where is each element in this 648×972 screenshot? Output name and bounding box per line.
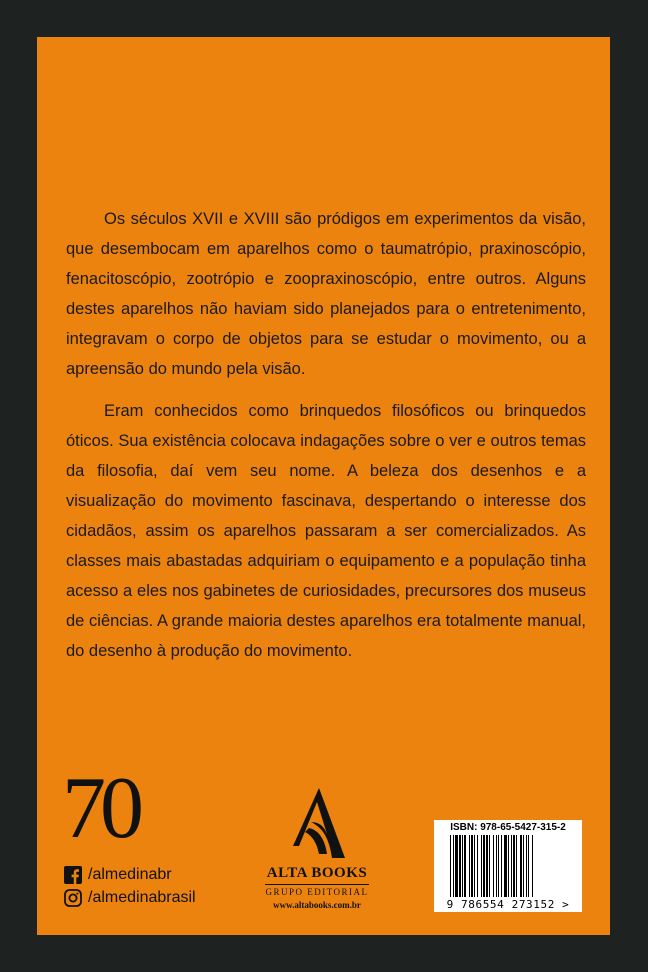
alta-books-mark-icon (289, 788, 345, 858)
publisher-group: GRUPO EDITORIAL (265, 884, 368, 897)
barcode-bar (477, 835, 478, 897)
publisher-logo (252, 788, 382, 910)
barcode-bar (498, 835, 499, 897)
barcode-bar (504, 835, 507, 897)
edicoes-70-logo (62, 775, 162, 843)
barcode-bar (483, 835, 485, 897)
barcode-digits: 9 786554 273152 > (446, 898, 570, 911)
barcode-bar (516, 835, 517, 897)
isbn-barcode (434, 820, 582, 912)
barcode-bar (453, 835, 454, 897)
barcode-bar (481, 835, 482, 897)
barcode-bar (486, 835, 488, 897)
barcode-bar (471, 835, 473, 897)
barcode-bar (474, 835, 475, 897)
barcode-bar (508, 835, 509, 897)
facebook-icon (64, 866, 82, 884)
instagram-handle: /almedinabrasil (88, 889, 196, 906)
barcode-bar (464, 835, 466, 897)
barcode-bar (513, 835, 515, 897)
barcode-bar (450, 835, 451, 897)
barcode-bar (459, 835, 461, 897)
instagram-icon (64, 889, 82, 907)
instagram-link[interactable] (64, 889, 196, 907)
barcode-bar (520, 835, 522, 897)
barcode-bar (496, 835, 497, 897)
barcode-bar (528, 835, 529, 897)
publisher-website: www.altabooks.com.br (273, 900, 361, 910)
barcode-bar (523, 835, 524, 897)
synopsis-text (66, 204, 586, 678)
barcode-bar (455, 835, 458, 897)
publisher-name: ALTA BOOKS (266, 865, 368, 881)
barcode-bar (462, 835, 463, 897)
facebook-handle: /almedinabr (88, 866, 172, 883)
barcode-bar (493, 835, 494, 897)
barcode-bar (469, 835, 470, 897)
synopsis-paragraph-1: Os séculos XVII e XVIII são pródigos em experimentos da visão, que desembocam em aparelhos como o taumatrópio, praxinoscópio, fenacitoscópio, zootrópio e zoopraxinoscópio, entre outros. Alguns destes aparelhos não haviam sido planejados para o entretenimento, integravam o corpo de objetos para se estudar o movimento, ou a apreensão do mundo pela visão. (66, 210, 586, 378)
barcode-bar (532, 835, 533, 897)
facebook-link[interactable] (64, 866, 172, 884)
barcode-bar (511, 835, 512, 897)
barcode-bar (489, 835, 490, 897)
synopsis-paragraph-2: Eram conhecidos como brinquedos filosóficos ou brinquedos óticos. Sua existência colocava indagações sobre o ver e outros temas da filosofia, daí vem seu nome. A beleza dos desenhos e a visualização do movimento fascinava, despertando o interesse dos cidadãos, assim os aparelhos passaram a ser comercializados. As classes mais abastadas adquiriam o equipamento e a população tinha acesso a eles nos gabinetes de curiosidades, precursores dos museus de ciências. A grande maioria destes aparelhos era totalmente manual, do desenho à produção do movimento. (66, 402, 586, 660)
barcode-bar (501, 835, 502, 897)
logo-70-text: 70 (62, 775, 138, 843)
barcode-bar (526, 835, 527, 897)
isbn-label: ISBN: 978-65-5427-315-2 (450, 822, 566, 833)
